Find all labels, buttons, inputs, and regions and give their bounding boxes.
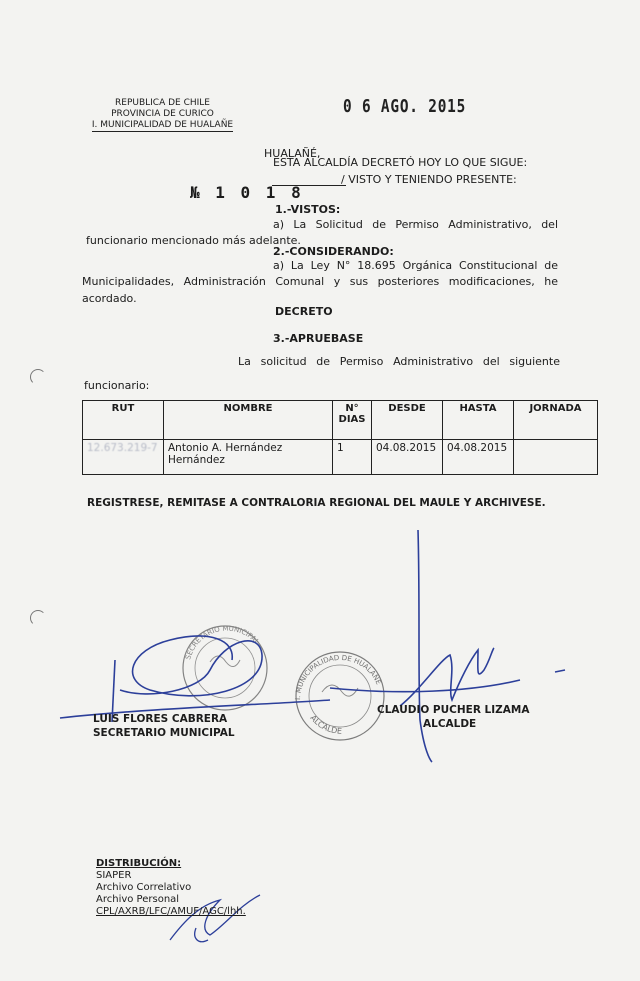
- decree-number: № 1 0 1 8: [190, 183, 304, 202]
- left-seal-text: SECRETARIO MUNICIPAL: [184, 624, 261, 661]
- date-stamp: 0 6 AGO. 2015: [343, 96, 467, 117]
- col-nombre: NOMBRE: [164, 401, 333, 440]
- decreto-heading: DECRETO: [275, 305, 333, 318]
- col-rut: RUT: [83, 401, 164, 440]
- cell-nombre: Antonio A. Hernández Hernández: [164, 440, 333, 475]
- apruebase-heading: 3.-APRUEBASE: [273, 332, 364, 345]
- letterhead-country: REPUBLICA DE CHILE: [115, 98, 210, 108]
- registrese-line: REGISTRESE, REMITASE A CONTRALORIA REGIONAL DEL MAULE Y ARCHIVESE.: [87, 497, 546, 509]
- rut-value: 12.673.219-7: [87, 442, 158, 454]
- distribution-item: Archivo Personal: [96, 894, 180, 905]
- considerando-heading: 2.-CONSIDERANDO:: [273, 245, 394, 258]
- distribution-heading: DISTRIBUCIÓN:: [96, 858, 182, 869]
- letterhead-province: PROVINCIA DE CURICO: [111, 109, 214, 119]
- intro-line: ESTA ALCALDÍA DECRETÓ HOY LO QUE SIGUE:: [273, 156, 528, 169]
- cell-dias: 1: [333, 440, 372, 475]
- right-signer-name: CLAUDIO PUCHER LIZAMA: [377, 704, 530, 716]
- vistos-text-b: funcionario mencionado más adelante.: [86, 234, 301, 247]
- col-hasta: HASTA: [443, 401, 514, 440]
- letterhead-municipality: I. MUNICIPALIDAD DE HUALAÑE: [91, 120, 234, 130]
- solicitud-text-b: funcionario:: [84, 379, 150, 392]
- distribution-item: Archivo Correlativo: [96, 882, 192, 893]
- col-desde: DESDE: [372, 401, 443, 440]
- vistos-heading: 1.-VISTOS:: [275, 203, 341, 216]
- distribution-item: SIAPER: [96, 870, 132, 881]
- right-seal-top-text: I. MUNICIPALIDAD DE HUALAÑE: [293, 653, 383, 701]
- considerando-text-c: acordado.: [82, 292, 137, 305]
- cell-desde: 04.08.2015: [372, 440, 443, 475]
- city-line: HUALAÑÉ,: [264, 147, 321, 160]
- col-jornada: JORNADA: [514, 401, 598, 440]
- left-signer-name: LUIS FLORES CABRERA: [93, 713, 228, 725]
- right-signer-title: ALCALDE: [423, 718, 477, 730]
- left-signer-title: SECRETARIO MUNICIPAL: [93, 727, 235, 739]
- vistos-text-a: a) La Solicitud de Permiso Administrativo, del: [273, 218, 558, 231]
- visto-line: / VISTO Y TENIENDO PRESENTE:: [341, 173, 517, 186]
- svg-text:SECRETARIO MUNICIPAL: [184, 625, 261, 661]
- svg-text:ALCALDE: [308, 713, 342, 735]
- solicitud-text-a: La solicitud de Permiso Administrativo del siguiente: [238, 355, 560, 368]
- right-seal-stamp: [294, 652, 384, 740]
- distribution-block: [96, 858, 246, 918]
- distribution-item: CPL/AXRB/LFC/AMUF/AGC/lhh.: [96, 906, 246, 917]
- left-seal-stamp: [183, 625, 267, 710]
- col-dias: N° DIAS: [333, 401, 372, 440]
- considerando-text-a: a) La Ley N° 18.695 Orgánica Constitucional de: [273, 259, 558, 272]
- cell-hasta: 04.08.2015: [443, 440, 514, 475]
- considerando-text-b: Municipalidades, Administración Comunal y sus posteriores modificaciones, he: [82, 275, 558, 288]
- svg-text:I. MUNICIPALIDAD DE HUALAÑE: [294, 654, 383, 700]
- right-seal-bottom-text: ALCALDE: [308, 713, 343, 736]
